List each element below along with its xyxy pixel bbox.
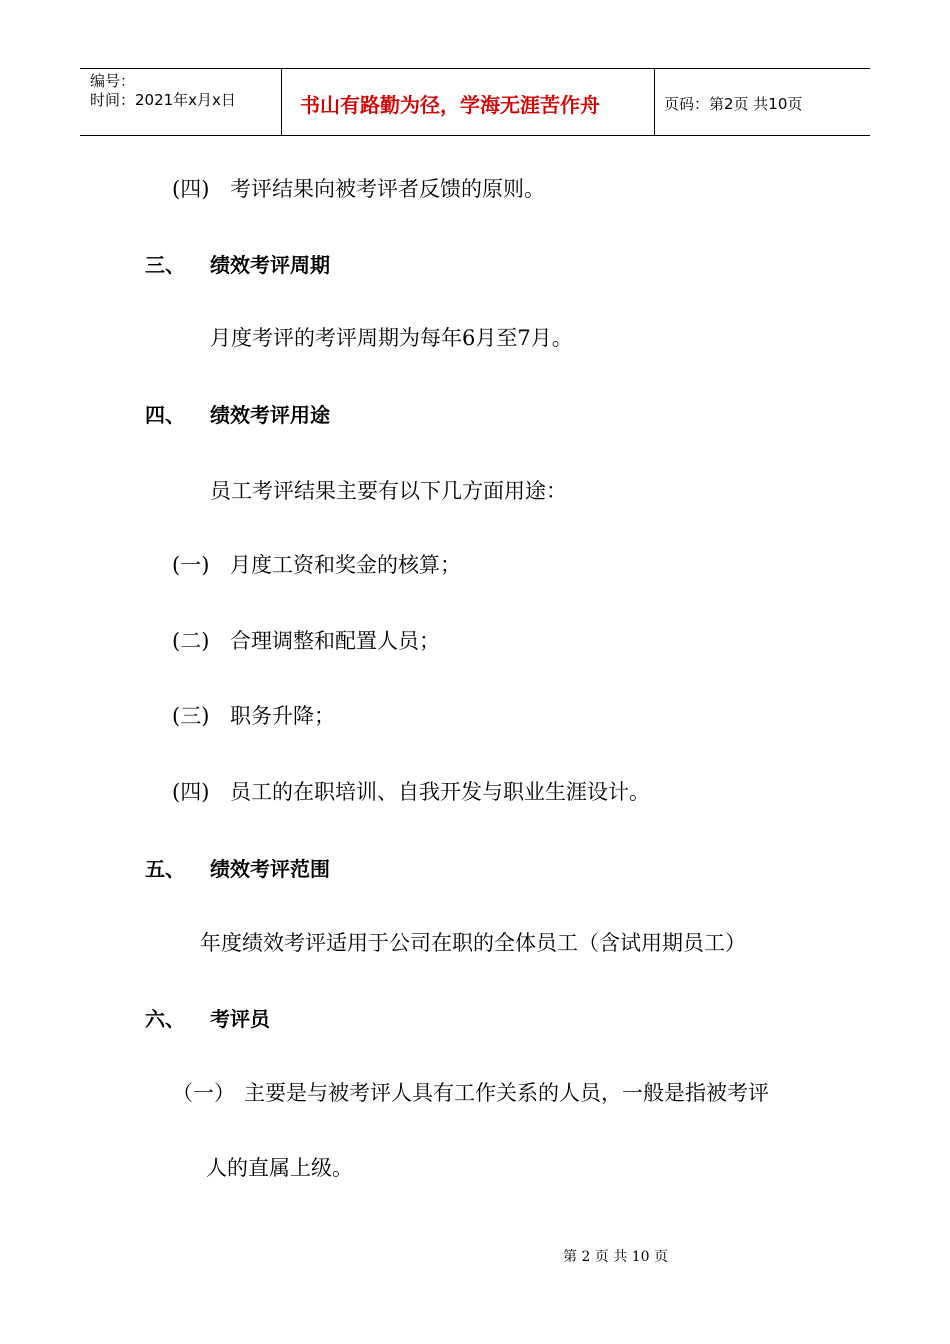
section-3-title: 绩效考评周期 — [210, 253, 330, 277]
section-4-number: 四、 — [145, 403, 185, 427]
header-divider-right — [654, 69, 655, 135]
use-3-text: 职务升降； — [230, 704, 335, 728]
section-4-title: 绩效考评用途 — [210, 403, 330, 427]
use-2-marker: (二) — [172, 629, 210, 653]
doc-time-label: 时间：2021年x月x日 — [90, 91, 236, 109]
header-motto: 书山有路勤为径，学海无涯苦作舟 — [300, 93, 600, 117]
section-4-paragraph: 员工考评结果主要有以下几方面用途： — [210, 479, 567, 503]
use-4-text: 员工的在职培训、自我开发与职业生涯设计。 — [230, 780, 650, 804]
use-1-marker: (一) — [172, 553, 210, 577]
use-2-text: 合理调整和配置人员； — [230, 629, 440, 653]
section-6-item-marker: （一） — [172, 1081, 235, 1105]
section-6-number: 六、 — [145, 1007, 185, 1031]
header-page-info: 页码：第2页 共10页 — [664, 95, 803, 113]
section-6-item-line-2: 人的直属上级。 — [206, 1156, 353, 1180]
page-header — [80, 68, 870, 136]
doc-number-label: 编号： — [90, 72, 136, 90]
section-6-item-line-1: 主要是与被考评人具有工作关系的人员，一般是指被考评 — [244, 1081, 769, 1105]
section-5-number: 五、 — [145, 857, 185, 881]
header-divider-left — [281, 69, 282, 135]
section-3-paragraph: 月度考评的考评周期为每年6月至7月。 — [210, 326, 573, 350]
use-4-marker: (四) — [172, 780, 210, 804]
page-footer: 第 2 页 共 10 页 — [563, 1249, 668, 1265]
section-6-title: 考评员 — [210, 1007, 270, 1031]
item-4-text: 考评结果向被考评者反馈的原则。 — [230, 177, 545, 201]
section-5-title: 绩效考评范围 — [210, 857, 330, 881]
item-4-marker: (四) — [172, 177, 210, 201]
section-3-number: 三、 — [145, 253, 185, 277]
use-3-marker: (三) — [172, 704, 210, 728]
use-1-text: 月度工资和奖金的核算； — [230, 553, 461, 577]
section-5-paragraph: 年度绩效考评适用于公司在职的全体员工（含试用期员工） — [200, 931, 746, 955]
